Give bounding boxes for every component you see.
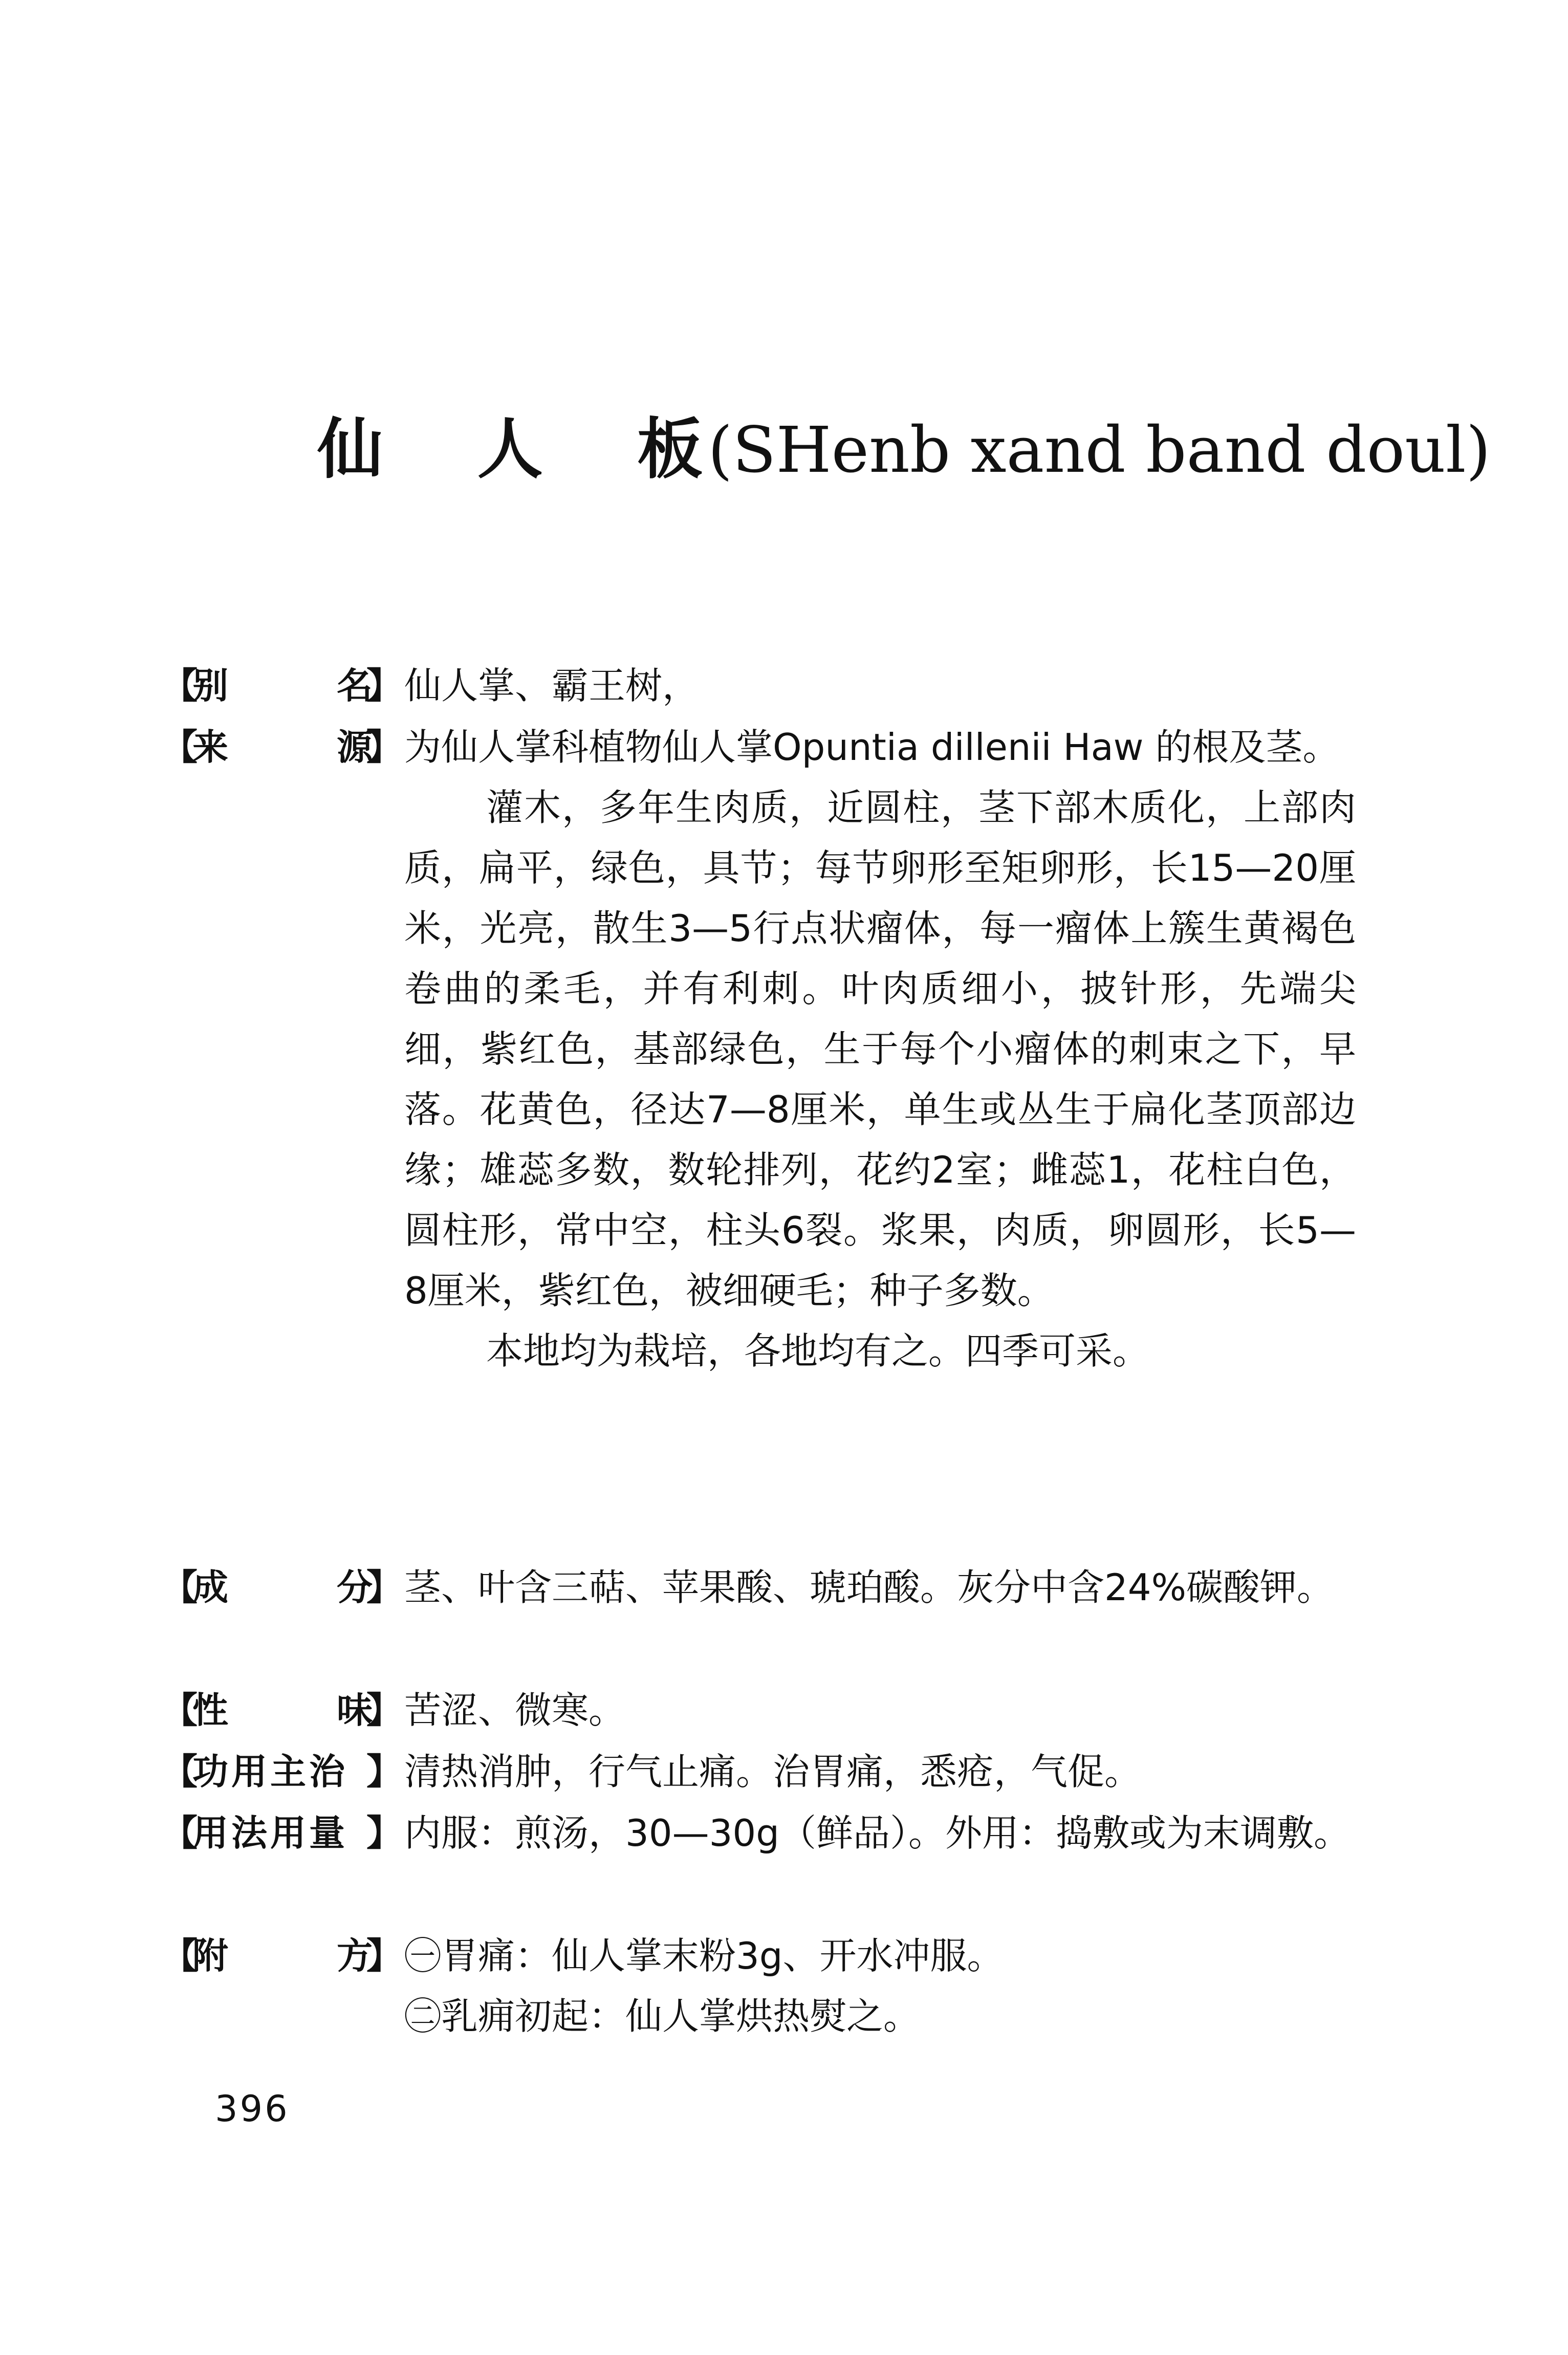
prescription-1: ㊀胃痛：仙人掌末粉3g、开水冲服。: [404, 1934, 1004, 1977]
label-char-2: 味: [337, 1689, 373, 1731]
entry-description: 灌木，多年生肉质，近圆柱，茎下部木质化，上部肉质，扁平，绿色，具节；每节卵形至矩卵形，长15—20厘米，光亮，散生3—5行点状瘤体，每一瘤体上簇生黄褐色卷曲的柔毛，并有利刺。叶肉质细小，披针形，先端尖细，紫红色，基部绿色，生于每个小瘤体的刺束之下，早落。花黄色，径达7—8厘米，单生或丛生于扁化茎顶部边缘；雄蕊多数，数轮排列，花约2室；雌蕊1，花柱白色，圆柱形，常中空，柱头6裂。浆果，肉质，卵圆形，长5—8厘米，紫红色，被细硬毛；种子多数。: [404, 786, 1356, 1312]
entry-text: 苦涩、微寒。: [404, 1689, 626, 1732]
entry-habitat: 本地均为栽培，各地均有之。四季可采。: [486, 1329, 1150, 1372]
entry-text: 为仙人掌科植物仙人掌Opuntia dillenii Haw 的根及茎。: [404, 726, 1340, 769]
entry-text: 茎、叶含三萜、苹果酸、琥珀酸。灰分中含24%碳酸钾。: [404, 1566, 1334, 1609]
bracket-open: 【: [162, 726, 198, 768]
entry-body: [404, 656, 1356, 716]
entry-label: [162, 1930, 402, 1981]
entry-body: [404, 1803, 1356, 1863]
label-text: 用法用量: [192, 1812, 348, 1854]
page-number: 396: [215, 2088, 290, 2130]
bracket-close: 】: [366, 1566, 402, 1608]
bracket-close: 】: [366, 1935, 402, 1977]
bracket-open: 【: [162, 1566, 198, 1608]
prescription-2: ㊁乳痈初起：仙人掌烘热熨之。: [404, 1995, 921, 2038]
entry-label: [162, 1562, 402, 1613]
label-char-1: 来: [192, 726, 228, 768]
entry-label: [162, 660, 402, 711]
bracket-open: 【: [162, 1751, 198, 1793]
entry-text: 内服：煎汤，30—30g（鲜品）。外用：捣敷或为末调敷。: [404, 1812, 1351, 1855]
label-char-1: 附: [192, 1935, 228, 1977]
bracket-open: 【: [162, 1689, 198, 1731]
label-char-2: 名: [337, 665, 373, 707]
entry-body: [404, 717, 1356, 1381]
bracket-close: 】: [366, 726, 402, 768]
label-char-1: 性: [192, 1689, 228, 1731]
page-title: [317, 411, 1491, 488]
label-char-2: 分: [337, 1566, 373, 1608]
entry-body: [404, 1741, 1356, 1802]
label-char-1: 别: [192, 665, 228, 707]
entry-label: [162, 1746, 402, 1797]
bracket-close: 】: [366, 1689, 402, 1731]
entry-label: [162, 722, 402, 773]
entry-label: [162, 1807, 402, 1859]
bracket-open: 【: [162, 665, 198, 707]
entry-label: [162, 1685, 402, 1736]
entry-body: [404, 1557, 1356, 1618]
entry-text: 仙人掌、霸王树，: [404, 664, 700, 707]
bracket-open: 【: [162, 1935, 198, 1977]
entry-body: [404, 1680, 1356, 1740]
label-char-2: 方: [337, 1935, 373, 1977]
bracket-close: 】: [366, 1751, 402, 1793]
label-char-1: 成: [192, 1566, 228, 1608]
entry-body: [404, 1926, 1356, 2046]
bracket-close: 】: [366, 1812, 402, 1854]
title-chinese: 仙 人 板: [317, 411, 739, 488]
entry-text: 清热消肿，行气止痛。治胃痛，悉疮，气促。: [404, 1750, 1142, 1793]
title-pinyin: (SHenb xand band doul): [708, 413, 1491, 487]
label-text: 功用主治: [192, 1751, 348, 1793]
bracket-close: 】: [366, 665, 402, 707]
label-char-2: 源: [337, 726, 373, 768]
bracket-open: 【: [162, 1812, 198, 1854]
